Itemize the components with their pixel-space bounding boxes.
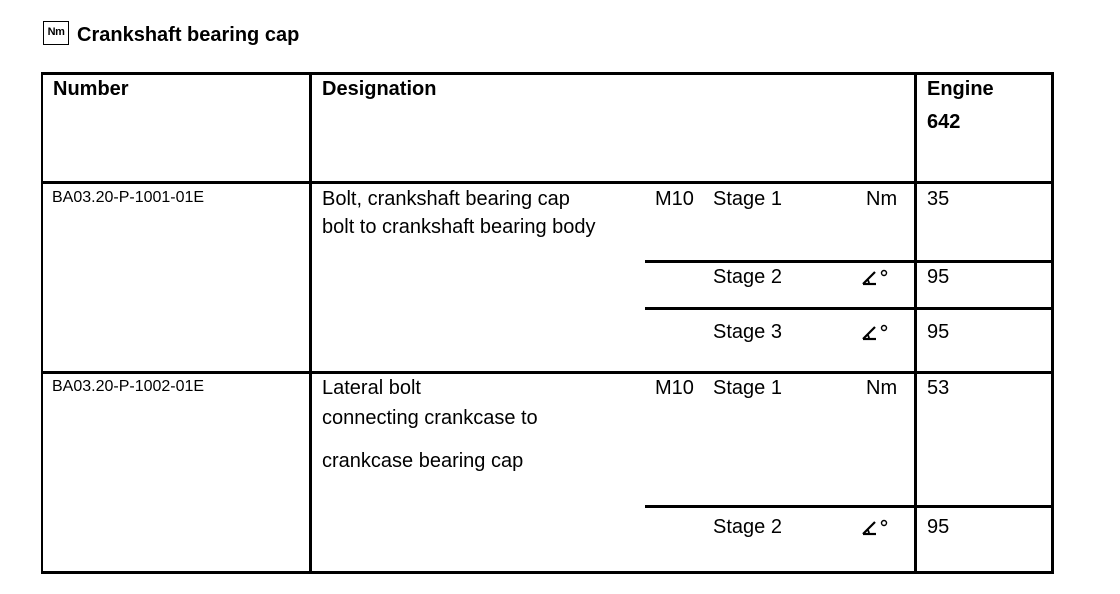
table-border-top — [41, 72, 1054, 75]
page-title — [43, 20, 299, 50]
row1-stage2-value: 95 — [927, 266, 950, 288]
row2-designation-line2: connecting crankcase to — [322, 407, 538, 429]
row1-stage2-label: Stage 2 — [713, 266, 782, 288]
angle-icon — [860, 518, 890, 538]
row2-number: BA03.20-P-1002-01E — [52, 378, 205, 395]
row1-stage-sep-2 — [645, 307, 1054, 310]
row1-stage3-label: Stage 3 — [713, 321, 782, 343]
row2-designation-line1: Lateral bolt — [322, 377, 421, 399]
row1-thread: M10 — [655, 188, 694, 210]
row1-stage1-unit: Nm — [866, 188, 898, 210]
row2-thread: M10 — [655, 377, 694, 399]
col-sep-2 — [914, 72, 917, 574]
table-border-bottom — [41, 571, 1054, 574]
row2-stage1-unit: Nm — [866, 377, 898, 399]
title-text: Crankshaft bearing cap — [77, 23, 300, 46]
row2-designation-line3: crankcase bearing cap — [322, 450, 524, 472]
row2-stage2-label: Stage 2 — [713, 516, 782, 538]
row1-stage1-value: 35 — [927, 188, 950, 210]
col-sep-1 — [309, 72, 312, 574]
row2-stage1-label: Stage 1 — [713, 377, 782, 399]
row1-number: BA03.20-P-1001-01E — [52, 189, 205, 206]
header-separator — [41, 181, 1054, 184]
row1-separator — [41, 371, 1054, 374]
row1-stage-sep-1 — [645, 260, 1054, 263]
row2-stage2-value: 95 — [927, 516, 950, 538]
row1-designation-line1: Bolt, crankshaft bearing cap — [322, 188, 570, 210]
header-engine-model: 642 — [927, 111, 961, 133]
torque-nm-icon: Nm — [43, 21, 69, 45]
table-border-left — [41, 72, 43, 574]
row1-designation-line2: bolt to crankshaft bearing body — [322, 216, 596, 238]
header-designation: Designation — [322, 78, 437, 100]
row2-stage1-value: 53 — [927, 377, 950, 399]
table-border-right — [1051, 72, 1054, 574]
header-engine: Engine — [927, 78, 994, 100]
angle-icon — [860, 323, 890, 343]
angle-icon — [860, 268, 890, 288]
row2-stage-sep-1 — [645, 505, 1054, 508]
header-number: Number — [53, 78, 129, 100]
row1-stage3-value: 95 — [927, 321, 950, 343]
row1-stage1-label: Stage 1 — [713, 188, 782, 210]
